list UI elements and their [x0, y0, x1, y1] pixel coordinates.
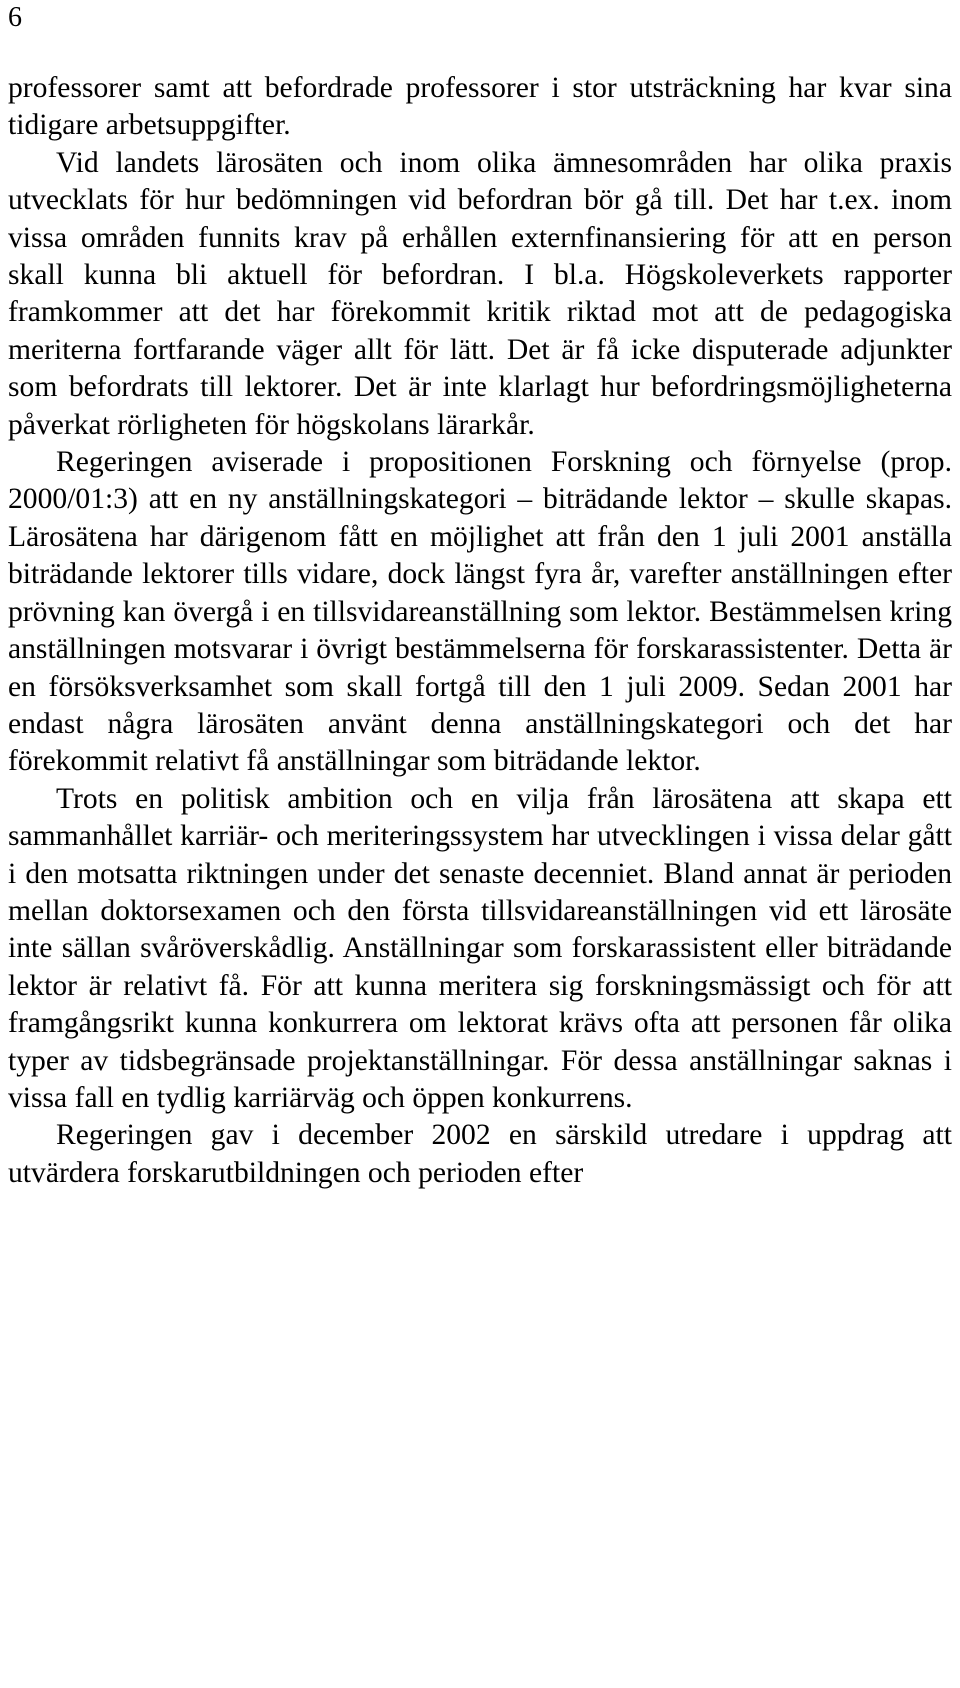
paragraph-2: Vid landets lärosäten och inom olika ämnesområden har olika praxis utvecklats för hur bedömningen vid befordran bör gå till. Det har t.ex. inom vissa områden funnits krav på erhållen externfinansiering för att en person skall kunna bli aktuell för befordran. I bl.a. Högskoleverkets rapporter framkommer att det har förekommit kritik riktad mot att de pedagogiska meriterna fortfarande väger allt för lätt. Det är få icke disputerade adjunkter som befordrats till lektorer. Det är inte klarlagt hur befordringsmöjligheterna påverkat rörligheten för högskolans lärarkår.	[8, 146, 952, 441]
body-text	[8, 70, 952, 1192]
paragraph-5: Regeringen gav i december 2002 en särskild utredare i uppdrag att utvärdera forskarutbildningen och perioden efter	[8, 1119, 952, 1189]
paragraph-3: Regeringen aviserade i propositionen Forskning och förnyelse (prop. 2000/01:3) att en ny anställningskategori – biträdande lektor – skulle skapas. Lärosätena har därigenom fått en möjlighet att från den 1 juli 2001 anställa biträdande lektorer tills vidare, dock längst fyra år, varefter anställningen efter prövning kan övergå i en tillsvidareanställning som lektor. Bestämmelsen kring anställningen motsvarar i övrigt bestämmelserna för forskarassistenter. Detta är en försöksverksamhet som skall fortgå till den 1 juli 2009. Sedan 2001 har endast några lärosäten använt denna anställningskategori och det har förekommit relativt få anställningar som biträdande lektor.	[8, 446, 952, 778]
paragraph-4: Trots en politisk ambition och en vilja från lärosätena att skapa ett sammanhållet karriär- och meriteringssystem har utvecklingen i vissa delar gått i den motsatta riktningen under det senaste decenniet. Bland annat är perioden mellan doktorsexamen och den första tillsvidareanställningen vid ett lärosäte inte sällan svåröverskådlig. Anställningar som forskarassistent eller biträdande lektor är relativt få. För att kunna meritera sig forskningsmässigt och för att framgångsrikt kunna konkurrera om lektorat krävs ofta att personen får olika typer av tidsbegränsade projektanställningar. För dessa anställningar saknas i vissa fall en tydlig karriärväg och öppen konkurrens.	[8, 782, 952, 1114]
paragraph-1: professorer samt att befordrade professorer i stor utsträckning har kvar sina tidigare arbetsuppgifter.	[8, 72, 952, 142]
page-number: 6	[8, 2, 22, 33]
